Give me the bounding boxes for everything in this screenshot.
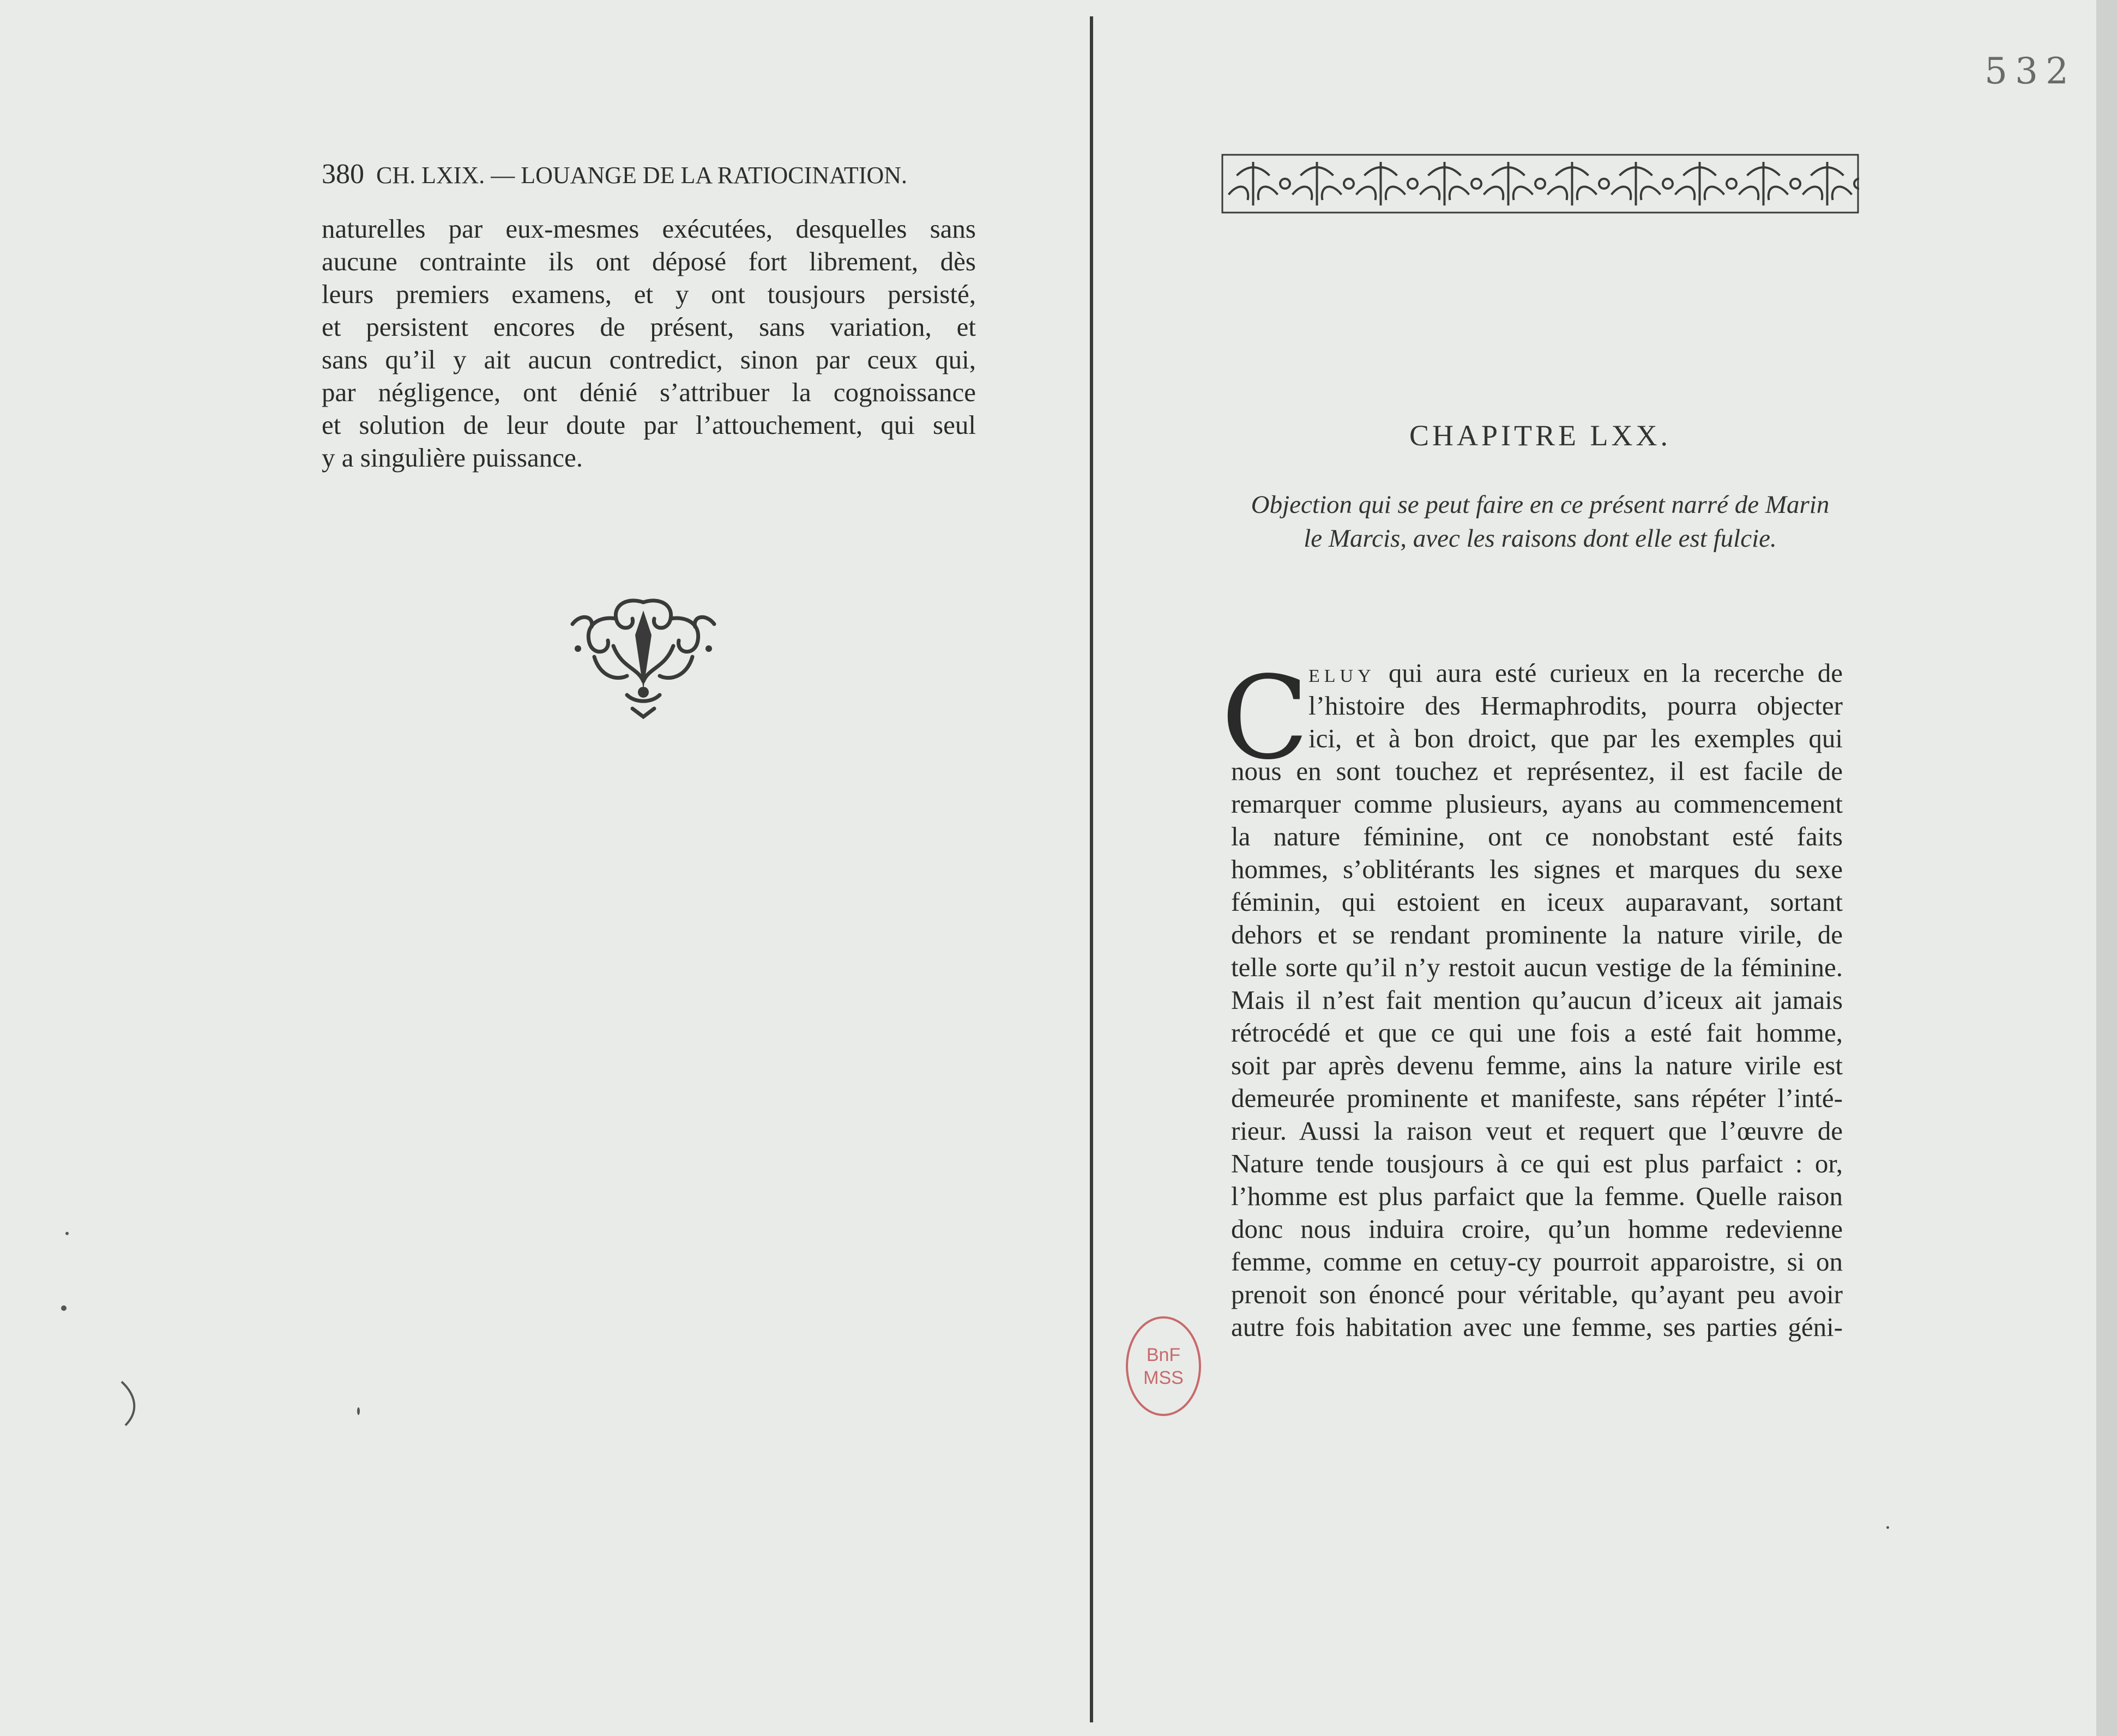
text-line: donc nous induira croire, qu’un homme redevienne	[1231, 1214, 1843, 1244]
text-line: l’homme est plus parfaict que la femme. Quelle raison	[1231, 1181, 1843, 1211]
right-page-text	[1231, 657, 1843, 1344]
library-stamp	[1126, 1316, 1201, 1416]
text-line	[1231, 657, 1843, 689]
scan-mark	[117, 1379, 144, 1428]
band-motif	[1356, 162, 1406, 205]
text-line: autre fois habitation avec une femme, ses parties géni-	[1231, 1312, 1843, 1342]
text-line: nous en sont touchez et représentez, il est facile de	[1231, 756, 1843, 786]
text-line: hommes, s’oblitérants les signes et marques du sexe	[1231, 854, 1843, 884]
drop-cap: C	[1221, 651, 1309, 785]
text-line: et persistent encores de présent, sans variation, et	[322, 312, 976, 342]
text-line: sans qu’il y ait aucun contredict, sinon par ceux qui,	[322, 344, 976, 374]
text-line: remarquer comme plusieurs, ayans au commencement	[1231, 789, 1843, 819]
scan-speck	[65, 1232, 69, 1235]
ornamental-head-band-icon	[1221, 154, 1859, 214]
text-line: dehors et se rendant prominente la nature virile, de	[1231, 920, 1843, 949]
text-line: aucune contrainte ils ont déposé fort librement, dès	[322, 246, 976, 276]
band-motif	[1675, 162, 1724, 205]
band-dot	[1663, 179, 1673, 189]
running-head	[322, 158, 907, 190]
band-dot	[1599, 179, 1609, 189]
text-line: Mais il n’est fait mention qu’aucun d’iceux ait jamais	[1231, 985, 1843, 1015]
sheet-edge	[2096, 0, 2117, 1736]
text-line: Nature tende tousjours à ce qui est plus parfaict : or,	[1231, 1148, 1843, 1178]
running-head-title: CH. LXIX. — LOUANGE DE LA RATIOCINATION.	[376, 162, 908, 189]
text-line: telle sorte qu’il n’y restoit aucun vestige de la féminine.	[1231, 952, 1843, 982]
stamp-line: BnF	[1146, 1344, 1181, 1365]
text-line: ici, et à bon droict, que par les exemples qui	[1308, 723, 1843, 753]
text-line: femme, comme en cetuy-cy pourroit apparoistre, si on	[1231, 1247, 1843, 1277]
text-line: soit par après devenu femme, ains la nature virile est	[1231, 1050, 1843, 1080]
summary-line: Objection qui se peut faire en ce présent narré de Marin	[1251, 491, 1830, 519]
band-motif	[1484, 162, 1533, 205]
band-dot	[1344, 179, 1354, 189]
text-line: y a singulière puissance.	[322, 443, 583, 473]
band-motif	[1548, 162, 1597, 205]
scan-speck	[1886, 1526, 1889, 1529]
band-motif	[1803, 162, 1852, 205]
page-gutter	[1090, 16, 1093, 1722]
text-line: rétrocédé et que ce qui une fois a esté fait homme,	[1231, 1018, 1843, 1048]
band-dot	[1280, 179, 1290, 189]
band-motif	[1420, 162, 1469, 205]
band-dot	[1535, 179, 1545, 189]
text-line: féminin, qui estoient en iceux auparavant, sortant	[1231, 887, 1843, 917]
stamp-line: MSS	[1143, 1367, 1184, 1388]
text-line: l’histoire des Hermaphrodits, pourra objecter	[1308, 691, 1843, 721]
scan-speck	[61, 1305, 67, 1311]
band-motif	[1739, 162, 1788, 205]
left-page-text	[322, 213, 976, 474]
fleuron-ornament-icon	[562, 586, 725, 719]
text-line: prenoit son énoncé pour véritable, qu’ayant peu avoir	[1231, 1279, 1843, 1309]
text-line: leurs premiers examens, et y ont tousjours persisté,	[322, 279, 976, 309]
page-number: 380	[322, 159, 364, 190]
folio-stamp: 532	[1985, 50, 2076, 92]
band-dot	[1408, 179, 1418, 189]
text-line: rieur. Aussi la raison veut et requert que l’œuvre de	[1231, 1116, 1843, 1146]
band-motif	[1612, 162, 1661, 205]
summary-line: le Marcis, avec les raisons dont elle est fulcie.	[1304, 524, 1777, 553]
text-line: demeurée prominente et manifeste, sans répéter l’inté-	[1231, 1083, 1843, 1113]
band-motif	[1229, 162, 1278, 205]
text-line: naturelles par eux-mesmes exécutées, desquelles sans	[322, 214, 976, 244]
text-line: et solution de leur doute par l’attouchement, qui seul	[322, 410, 976, 440]
first-line-rest: qui aura esté curieux en la recerche de	[1375, 658, 1843, 688]
band-dot	[1471, 179, 1481, 189]
band-dot	[1790, 179, 1800, 189]
text-line: la nature féminine, ont ce nonobstant esté faits	[1231, 821, 1843, 851]
first-word-caps: ELUY	[1308, 666, 1376, 686]
scan-speck	[357, 1407, 360, 1415]
band-dot	[1727, 179, 1736, 189]
chapter-title: CHAPITRE LXX.	[1409, 419, 1671, 452]
chapter-summary	[1221, 488, 1859, 555]
text-line: par négligence, ont dénié s’attribuer la cognoissance	[322, 377, 976, 407]
band-motif	[1293, 162, 1342, 205]
